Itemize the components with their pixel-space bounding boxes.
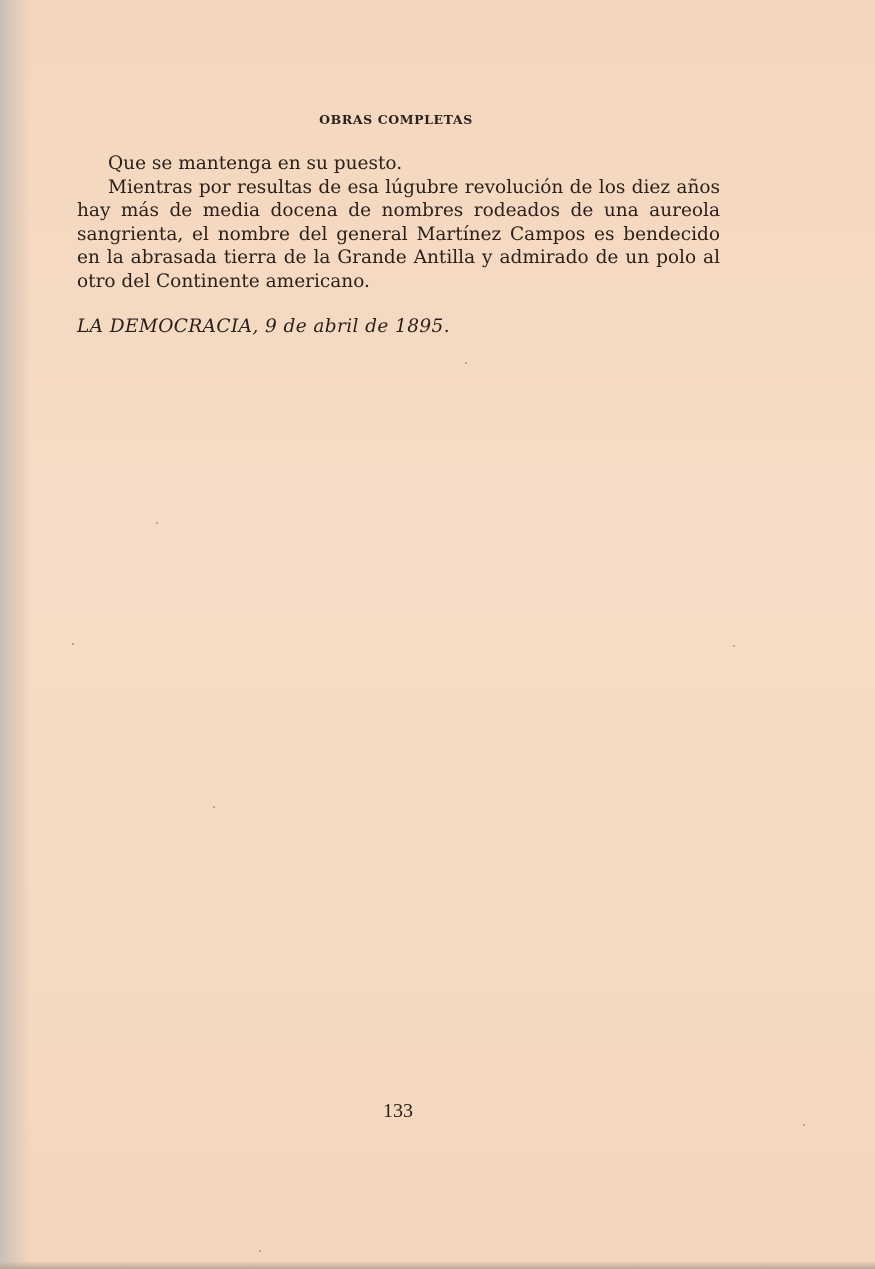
paper-speck: [72, 643, 74, 645]
paragraph-1: Que se mantenga en su puesto.: [108, 153, 403, 174]
paper-speck: [803, 1124, 805, 1126]
paper-speck: [733, 645, 735, 647]
body-text: [77, 152, 720, 293]
source-citation: LA DEMOCRACIA, 9 de abril de 1895.: [77, 316, 450, 337]
paragraph-2: Mientras por resultas de esa lúgubre revolución de los diez años hay más de media docena de nombres rodeados de una aureola sangrienta, el nombre del general Martínez Campos es bendecido en la abrasada tierra de la Grande Antilla y admirado de un polo al otro del Continente americano.: [77, 176, 720, 292]
running-header: OBRAS COMPLETAS: [319, 112, 473, 127]
paper-speck: [465, 362, 467, 364]
page-number: 133: [383, 1100, 413, 1122]
paper-speck: [213, 806, 215, 808]
paper-speck: [259, 1250, 261, 1252]
paper-speck: [156, 522, 158, 524]
